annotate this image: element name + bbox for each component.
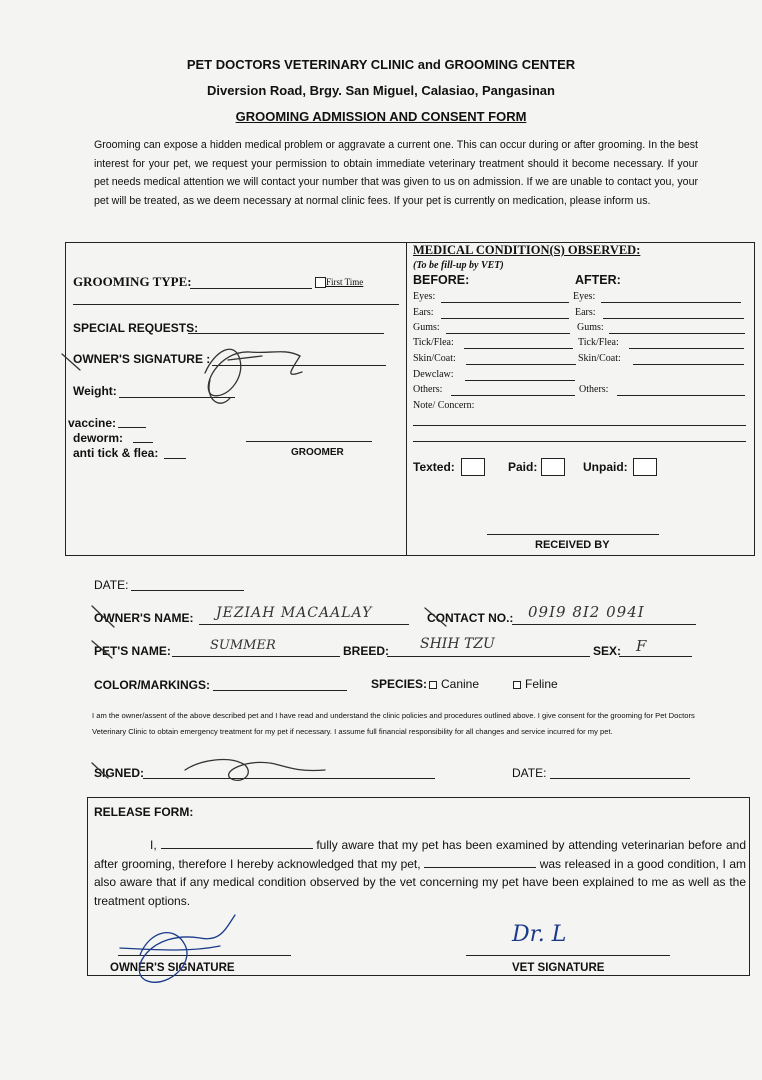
pet-name-strike	[92, 641, 112, 658]
after-others-label: Others:	[579, 384, 609, 395]
owner-signature-scribble-top	[205, 349, 302, 396]
species-label: SPECIES:	[371, 677, 428, 691]
signed-date-label: DATE:	[512, 766, 547, 780]
before-tickflea-label: Tick/Flea:	[413, 337, 454, 348]
medical-title: MEDICAL CONDITION(S) OBSERVED:	[413, 243, 641, 257]
received-by-label: RECEIVED BY	[535, 539, 610, 551]
after-eyes-label: Eyes:	[573, 291, 596, 302]
form-title: GROOMING ADMISSION AND CONSENT FORM	[235, 109, 527, 124]
unpaid-label: Unpaid:	[583, 460, 628, 474]
release-text-c: was released in a good condition, I am also aware that if any medical condition observed by the vet concerning my pet have been explained to me as well as the treatment options.	[94, 856, 747, 908]
clinic-address: Diversion Road, Brgy. San Miguel, Calasiao, Pangasinan	[207, 83, 555, 98]
before-others-label: Others:	[413, 384, 443, 395]
before-skincoat-label: Skin/Coat:	[413, 353, 456, 364]
first-time-label: First Time	[326, 277, 364, 287]
before-gums-label: Gums:	[413, 322, 440, 333]
consent-text: I am the owner/assent of the above described pet and I have read and understand the clinic policies and procedures outlined above. I give consent for the grooming for Pet Doctors Veterinary Clinic to obtain emergency treatment for my pet if necessary. I assume full financial responsibility for all changes and service incurred for my pet.	[92, 711, 695, 736]
grooming-type-label: GROOMING TYPE:	[73, 274, 192, 289]
after-gums-label: Gums:	[577, 322, 604, 333]
contact-value: 09I9 8I2 094I	[528, 603, 645, 621]
date-label: DATE:	[94, 578, 129, 592]
groomer-label: GROOMER	[291, 447, 344, 458]
after-tickflea-label: Tick/Flea:	[578, 337, 619, 348]
vaccine-label: vaccine:	[68, 416, 117, 430]
anti-tick-label: anti tick & flea:	[73, 446, 159, 460]
after-skincoat-label: Skin/Coat:	[578, 353, 621, 364]
vet-signature-label: VET SIGNATURE	[512, 962, 605, 974]
deworm-label: deworm:	[73, 431, 124, 445]
release-form-title: RELEASE FORM:	[94, 805, 194, 819]
intro-text: Grooming can expose a hidden medical problem or aggravate a current one. This can occur during or after grooming. In the best interest for your pet, we request your permission to obtain immediate veterinary treatment should it become necessary. If your pet needs medical attention we will contact your number that was given to us on admission. If we are unable to contact you, your pet will be treated, as we deem necessary at normal clinic fees. If your pet is currently on medication, please inform us.	[94, 139, 698, 207]
signed-label: SIGNED:	[94, 766, 145, 780]
sex-label: SEX:	[593, 644, 622, 658]
texted-label: Texted:	[413, 460, 455, 474]
contact-label: CONTACT NO.:	[427, 611, 514, 625]
release-owner-signature-label: OWNER'S SIGNATURE	[110, 962, 235, 974]
feline-label: Feline	[525, 677, 558, 691]
after-ears-label: Ears:	[575, 307, 596, 318]
special-requests-label: SPECIAL REQUESTS:	[73, 321, 199, 335]
owner-signature-strike	[62, 354, 80, 370]
canine-label: Canine	[441, 677, 480, 691]
owner-signature-label: OWNER'S SIGNATURE :	[73, 352, 211, 366]
pet-name-value: SUMMER	[210, 638, 276, 653]
breed-label: BREED:	[343, 644, 390, 658]
paid-label: Paid:	[508, 460, 538, 474]
before-label: BEFORE:	[413, 273, 470, 287]
after-label: AFTER:	[575, 273, 621, 287]
sex-value: F	[636, 637, 647, 655]
release-owner-signature-scribble	[120, 915, 235, 982]
pet-name-label: PET'S NAME:	[94, 644, 171, 658]
contact-strike	[425, 608, 446, 626]
owner-name-label: OWNER'S NAME:	[94, 611, 194, 625]
release-text-b: fully aware that my pet has been examined by attending veterinarian before and after grooming, therefore I hereby acknowledged that my pet,	[94, 838, 746, 871]
breed-value: SHIH TZU	[420, 636, 495, 652]
medical-subtitle: (To be fill-up by VET)	[413, 260, 504, 271]
vet-initials: Dr. L	[512, 922, 567, 947]
note-concern-label: Note/ Concern:	[413, 400, 475, 411]
color-markings-label: COLOR/MARKINGS:	[94, 678, 210, 692]
weight-label: Weight:	[73, 384, 117, 398]
owner-name-value: JEZIAH MACAALAY	[216, 605, 373, 621]
before-dewclaw-label: Dewclaw:	[413, 369, 454, 380]
before-eyes-label: Eyes:	[413, 291, 436, 302]
owner-name-strike	[92, 606, 114, 627]
before-ears-label: Ears:	[413, 307, 434, 318]
release-text-a: I,	[150, 838, 161, 852]
clinic-name: PET DOCTORS VETERINARY CLINIC and GROOMING CENTER	[186, 57, 576, 72]
signed-scribble	[92, 760, 325, 781]
